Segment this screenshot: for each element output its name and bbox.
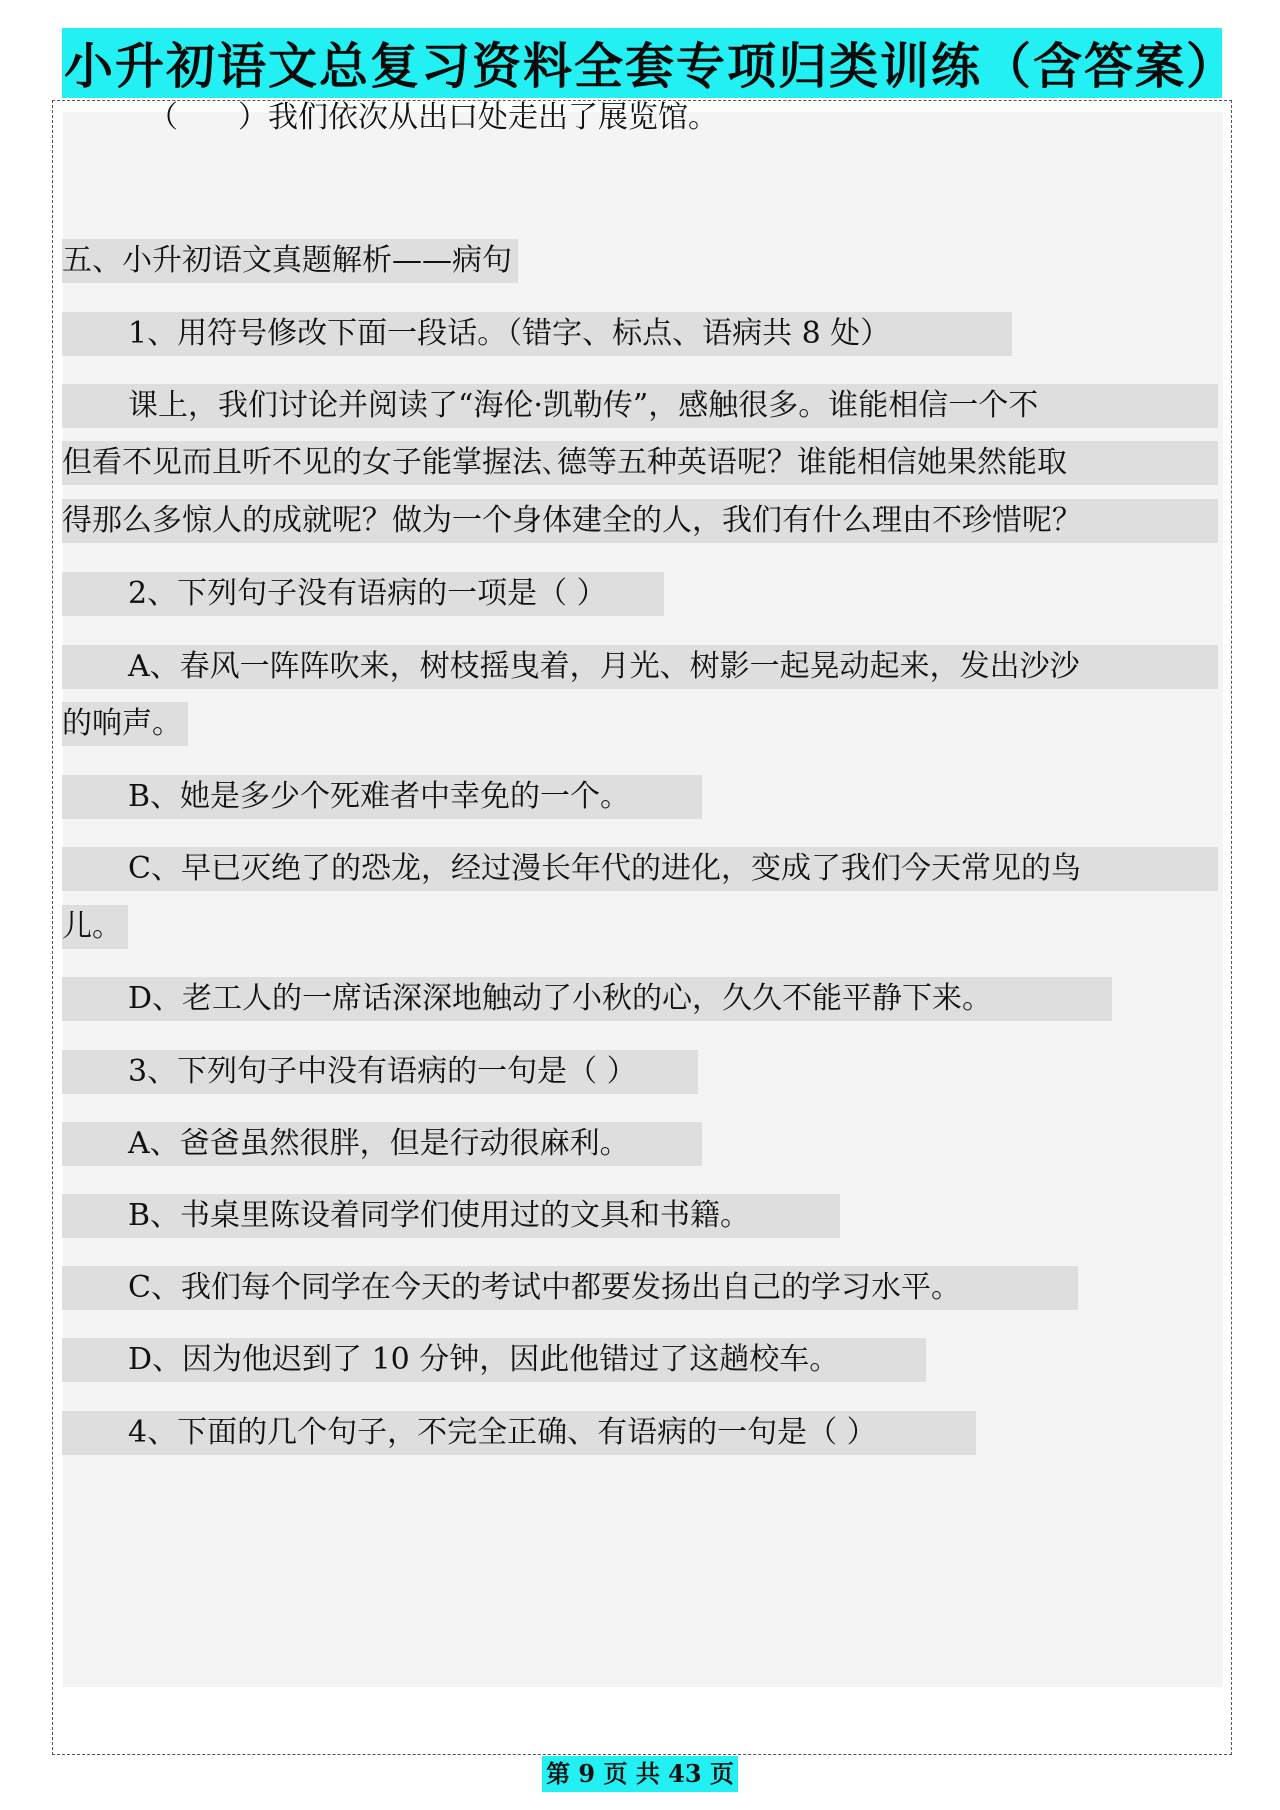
answer-option: A、春风一阵阵吹来，树枝摇曳着，月光、树影一起晃动起来，发出沙沙 <box>62 645 1218 689</box>
section-heading: 五、小升初语文真题解析——病句 <box>62 239 518 283</box>
answer-option: 儿。 <box>62 905 128 949</box>
question-prompt: 1、用符号修改下面一段话。（错字、标点、语病共 8 处） <box>62 312 1012 356</box>
answer-option: B、书桌里陈设着同学们使用过的文具和书籍。 <box>62 1194 840 1238</box>
question-prompt: 2、下列句子没有语病的一项是（ ） <box>62 572 664 616</box>
answer-option: 的响声。 <box>62 702 188 746</box>
answer-option: B、她是多少个死难者中幸免的一个。 <box>62 775 702 819</box>
answer-option: A、爸爸虽然很胖，但是行动很麻利。 <box>62 1122 702 1166</box>
page-footer <box>0 1756 1280 1792</box>
answer-option: D、老工人的一席话深深地触动了小秋的心，久久不能平静下来。 <box>62 977 1112 1021</box>
passage-line: 得那么多惊人的成就呢？做为一个身体建全的人，我们有什么理由不珍惜呢？ <box>62 499 1218 543</box>
document-title: 小升初语文总复习资料全套专项归类训练（含答案） <box>64 37 1238 95</box>
passage-line: 课上，我们讨论并阅读了“海伦·凯勒传”，感触很多。谁能相信一个不 <box>62 384 1218 428</box>
passage-line: 但看不见而且听不见的女子能掌握法､德等五种英语呢？谁能相信她果然能取 <box>62 441 1218 485</box>
question-line: （ ）我们依次从出口处走出了展览馆。 <box>148 100 718 135</box>
answer-option: C、我们每个同学在今天的考试中都要发扬出自己的学习水平。 <box>62 1266 1078 1310</box>
question-prompt: 4、下面的几个句子，不完全正确、有语病的一句是（ ） <box>62 1411 976 1455</box>
document-title-banner <box>62 28 1238 98</box>
page-number: 第 9 页 共 43 页 <box>542 1756 738 1792</box>
question-prompt: 3、下列句子中没有语病的一句是（ ） <box>62 1050 698 1094</box>
answer-option: C、早已灭绝了的恐龙，经过漫长年代的进化，变成了我们今天常见的鸟 <box>62 847 1218 891</box>
answer-option: D、因为他迟到了 10 分钟，因此他错过了这趟校车。 <box>62 1338 926 1382</box>
